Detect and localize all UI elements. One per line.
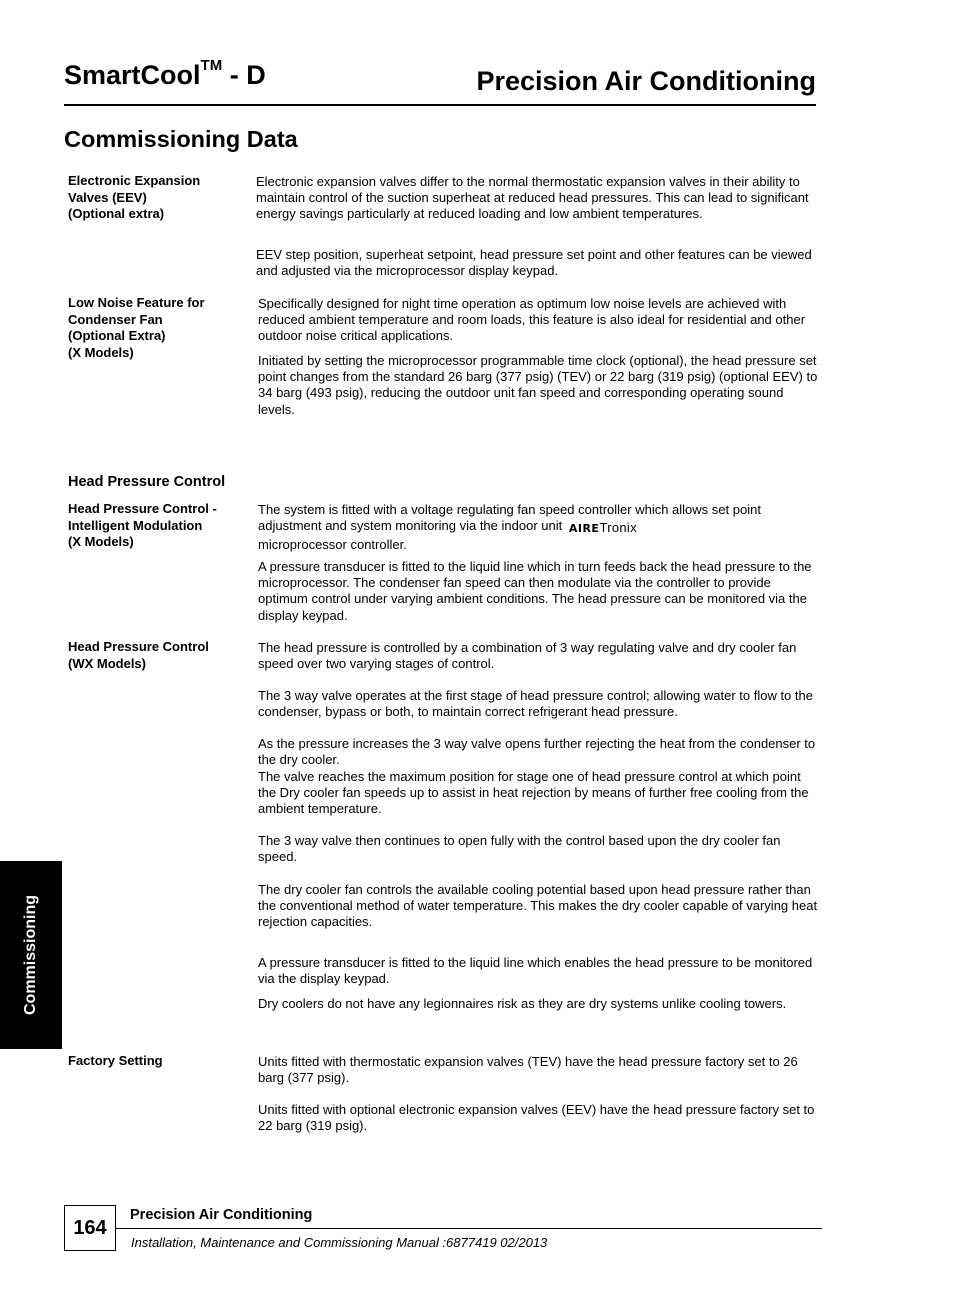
brand-name: SmartCool	[64, 60, 201, 90]
side-tab	[0, 861, 62, 1049]
hpc-wx-paragraph-6: A pressure transducer is fitted to the liquid line which enables the head pressure to be monitored via the display keypad.	[258, 955, 813, 987]
page-number: 164	[64, 1205, 116, 1251]
footer-title: Precision Air Conditioning	[130, 1207, 313, 1223]
section-title: Commissioning Data	[64, 126, 298, 152]
low-noise-paragraph-2: Initiated by setting the microprocessor programmable time clock (optional), the head pressure set point changes from the standard 26 barg (377 psig) (TEV) or 22 barg (319 psig) (optional EEV) to 34 barg (493 psig), reducing the outdoor unit fan speed and corresponding operating sound levels.	[258, 353, 818, 417]
airetronix-logo: AIRETronix	[568, 520, 637, 536]
factory-paragraph-2: Units fitted with optional electronic expansion valves (EEV) have the head pressure factory set to 22 barg (319 psig).	[258, 1102, 815, 1134]
hpc-wx-paragraph-4: The 3 way valve then continues to open fully with the control based upon the dry cooler fan speed.	[258, 833, 781, 865]
hpc-wx-paragraph-2: The 3 way valve operates at the first stage of head pressure control; allowing water to flow to the condenser, bypass or both, to maintain correct refrigerant head pressure.	[258, 688, 813, 720]
low-noise-paragraph-1: Specifically designed for night time operation as optimum low noise levels are achieved with reduced ambient temperature and room loads, this feature is also ideal for residential and other outdoor noise critical applications.	[258, 296, 806, 344]
hpc-wx-label: Head Pressure Control (WX Models)	[68, 639, 209, 671]
eev-label: Electronic Expansion Valves (EEV) (Optional extra)	[68, 173, 201, 221]
hpc-wx-paragraph-5: The dry cooler fan controls the available cooling potential based upon head pressure rather than the conventional method of water temperature. This makes the dry cooler capable of varying heat rejection capacities.	[258, 882, 818, 930]
eev-paragraph-1: Electronic expansion valves differ to the normal thermostatic expansion valves in their ability to maintain control of the suction superheat at reduced head pressures. This can lead to significant energy savings particularly at reduced loading and low ambient temperatures.	[256, 174, 809, 222]
hpc-wx-paragraph-7: Dry coolers do not have any legionnaires risk as they are dry systems unlike cooling towers.	[258, 996, 787, 1011]
hpc-wx-paragraph-3b: The valve reaches the maximum position for stage one of head pressure control at which point the Dry cooler fan speeds up to assist in heat rejection by means of further free cooling from the ambient temperature.	[258, 769, 809, 817]
hpc-im-paragraph-2: A pressure transducer is fitted to the liquid line which in turn feeds back the head pressure to the microprocessor. The condenser fan speed can then modulate via the controller to provide optimum control under varying ambient conditions. The head pressure can be monitored via the display keypad.	[258, 559, 812, 623]
hpc-wx-paragraph-1: The head pressure is controlled by a combination of 3 way regulating valve and dry cooler fan speed over two varying stages of control.	[258, 640, 797, 672]
factory-paragraph-1: Units fitted with thermostatic expansion valves (TEV) have the head pressure factory set to 26 barg (377 psig).	[258, 1054, 798, 1086]
brand-suffix: - D	[222, 60, 266, 90]
trademark-sup: TM	[200, 57, 223, 74]
low-noise-label: Low Noise Feature for Condenser Fan (Optional Extra) (X Models)	[68, 295, 205, 360]
header-title: Precision Air Conditioning	[476, 66, 816, 96]
footer-manual: Installation, Maintenance and Commissioning Manual :6877419 02/2013	[131, 1235, 548, 1250]
head-pressure-heading: Head Pressure Control	[68, 474, 226, 490]
page-header	[64, 56, 816, 106]
footer-divider	[116, 1228, 822, 1229]
brand-title	[64, 57, 266, 91]
hpc-im-label: Head Pressure Control - Intelligent Modulation (X Models)	[68, 501, 217, 549]
eev-paragraph-2: EEV step position, superheat setpoint, head pressure set point and other features can be viewed and adjusted via the microprocessor display keypad.	[256, 247, 812, 279]
side-tab-label: Commissioning	[22, 894, 39, 1016]
hpc-im-paragraph-1: The system is fitted with a voltage regulating fan speed controller which allows set point adjustment and system monitoring via the indoor unit AIRETronix microprocessor controller.	[258, 502, 761, 553]
factory-setting-label: Factory Setting	[68, 1053, 163, 1068]
hpc-wx-paragraph-3a: As the pressure increases the 3 way valve opens further rejecting the heat from the condenser to the dry cooler.	[258, 736, 816, 768]
